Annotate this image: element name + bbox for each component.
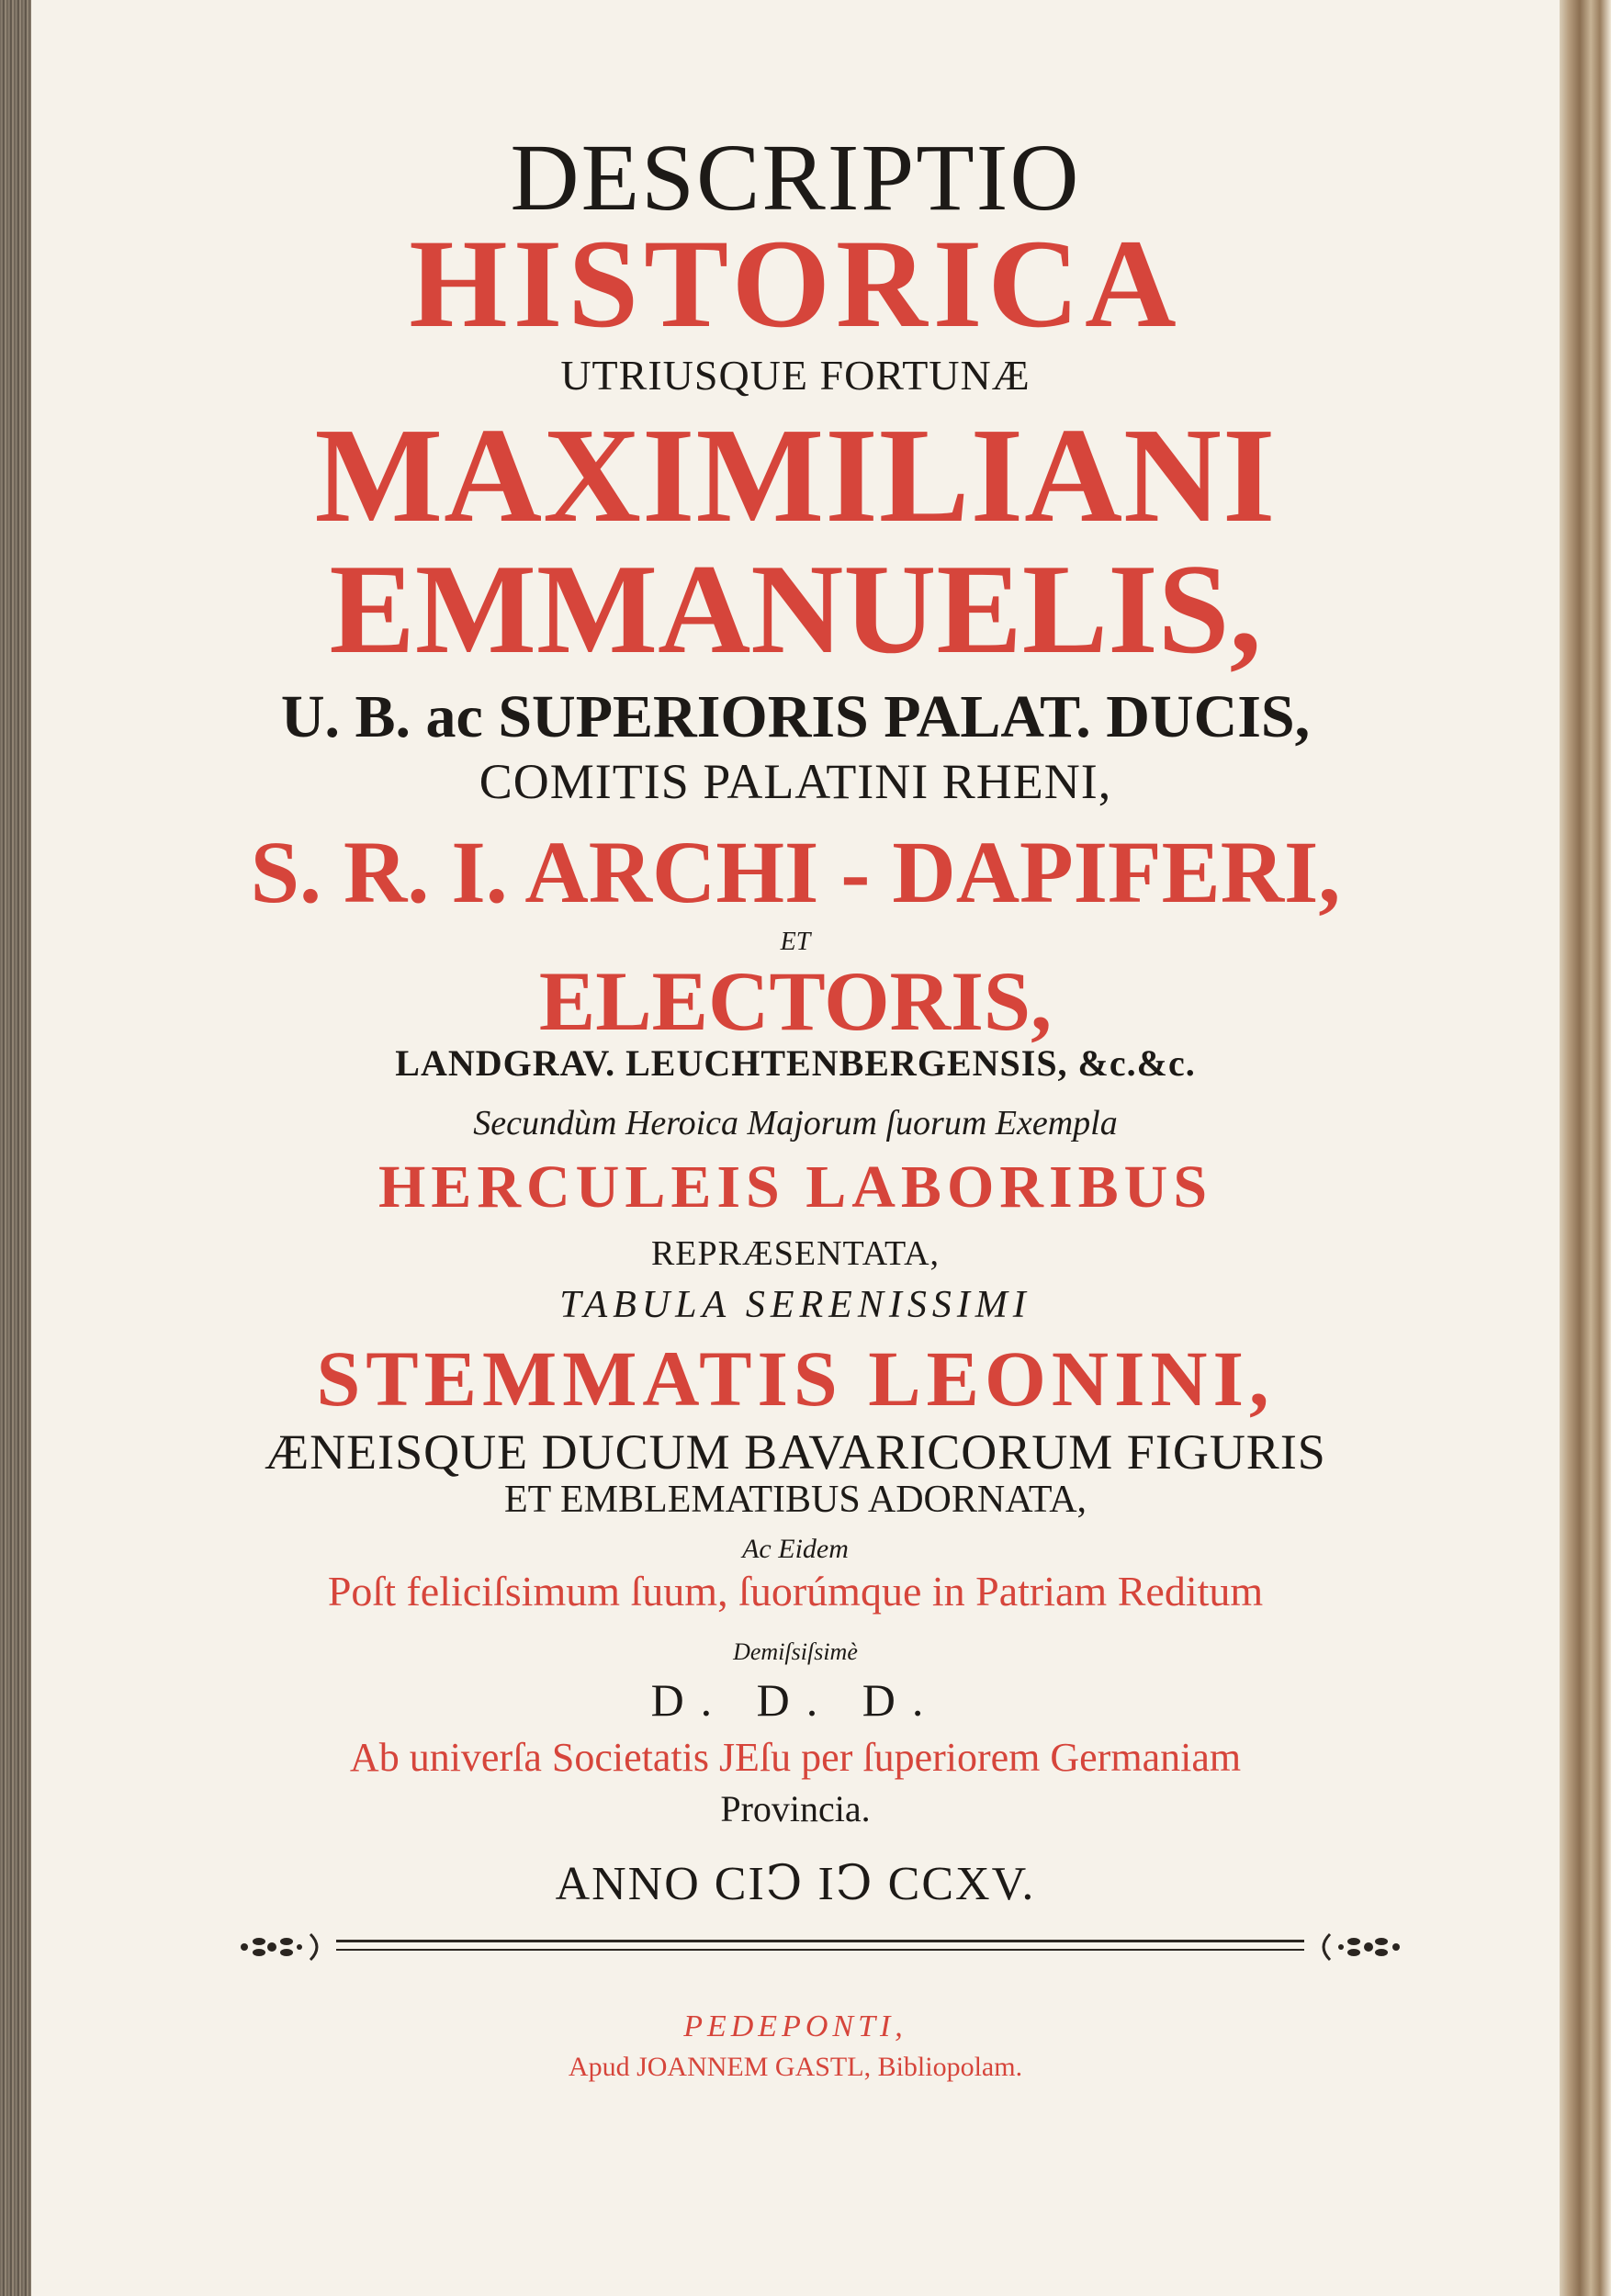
flourish-left-icon xyxy=(231,1929,332,1965)
title-line-archi-dapiferi: S. R. I. ARCHI - DAPIFERI, xyxy=(250,823,1341,921)
title-line-maximiliani: MAXIMILIANI xyxy=(314,400,1277,551)
title-line-stemmatis-leonini: STEMMATIS LEONINI, xyxy=(316,1334,1275,1423)
flourish-right-icon xyxy=(1308,1929,1409,1965)
title-line-demississime: Demiſsiſsimè xyxy=(733,1638,858,1665)
title-line-post-felicissimum: Poſt feliciſsimum ſuum, ſuorúmque in Patriam Reditum xyxy=(327,1568,1264,1615)
title-line-descriptio: DESCRIPTIO xyxy=(510,125,1081,231)
title-line-herculeis-laboribus: HERCULEIS LABORIBUS xyxy=(377,1154,1213,1221)
title-line-ddd: D. D. D. xyxy=(650,1674,941,1726)
title-line-secundum-heroica: Secundùm Heroica Majorum ſuorum Exempla xyxy=(473,1104,1118,1142)
title-line-aeneisque: ÆNEISQUE DUCUM BAVARICORUM FIGURIS xyxy=(265,1424,1326,1480)
title-line-anno: ANNO CIↃ IↃ CCXV. xyxy=(555,1858,1036,1910)
title-line-superioris-palat: U. B. ac SUPERIORIS PALAT. DUCIS, xyxy=(280,683,1311,750)
title-line-electoris: ELECTORIS, xyxy=(538,954,1053,1048)
adjacent-engraving-edge xyxy=(0,0,31,2296)
title-line-repraesentata: REPRÆSENTATA, xyxy=(650,1234,941,1273)
imprint-publisher: Apud JOANNEM GASTL, Bibliopolam. xyxy=(568,2052,1023,2082)
title-page xyxy=(31,0,1560,2296)
title-line-emmanuelis: EMMANUELIS, xyxy=(329,538,1262,681)
title-line-societatis-jesu: Ab univerſa Societatis JEſu per ſuperiorem Germaniam xyxy=(349,1735,1242,1780)
rule-line-bottom xyxy=(336,1949,1304,1951)
title-line-emblematibus: ET EMBLEMATIBUS ADORNATA, xyxy=(503,1479,1087,1521)
title-line-landgrav: LANDGRAV. LEUCHTENBERGENSIS, &c.&c. xyxy=(395,1042,1196,1084)
title-line-historica: HISTORICA xyxy=(409,213,1182,354)
rule-line-top xyxy=(336,1940,1304,1942)
title-line-comitis-palatini: COMITIS PALATINI RHENI, xyxy=(479,754,1112,809)
title-line-tabula-serenissimi: TABULA SERENISSIMI xyxy=(559,1284,1031,1326)
title-line-et: ET xyxy=(780,928,811,956)
title-line-provincia: Provincia. xyxy=(720,1788,871,1829)
imprint-place: PEDEPONTI, xyxy=(683,2009,907,2043)
book-fore-edge xyxy=(1560,0,1611,2296)
title-line-utriusque-fortunae: UTRIUSQUE FORTUNÆ xyxy=(560,352,1031,399)
title-line-ac-eidem: Ac Eidem xyxy=(742,1534,849,1564)
ornamental-rule xyxy=(231,1929,1409,1965)
